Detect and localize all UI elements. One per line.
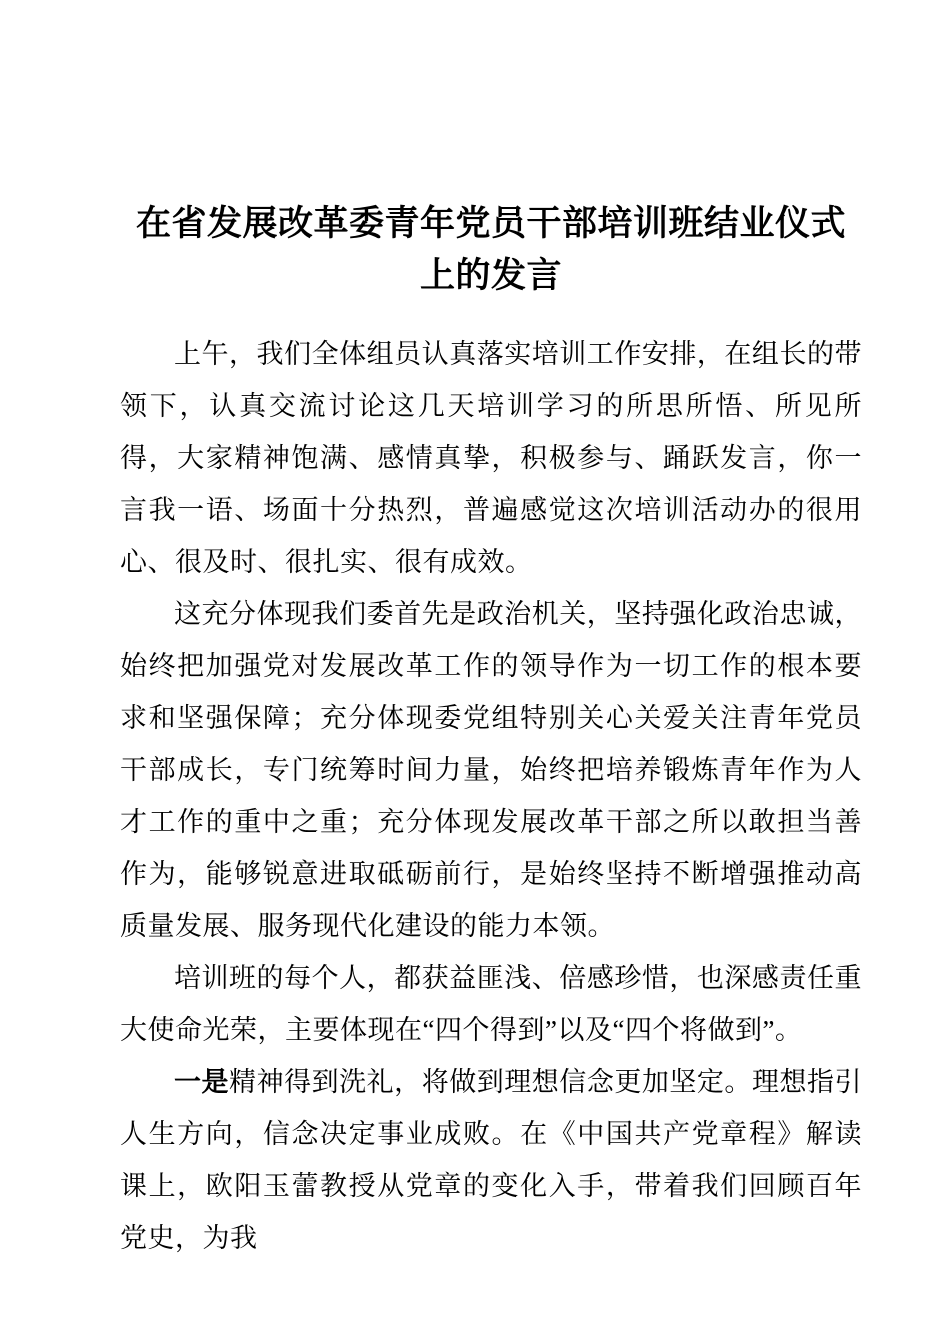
document-content	[120, 0, 862, 1264]
paragraph	[120, 328, 862, 588]
document-body	[120, 328, 862, 1264]
paragraph	[120, 952, 862, 1056]
paragraph	[120, 588, 862, 952]
paragraph-text: 精神得到洗礼，将做到理想信念更加坚定。理想指引人生方向，信念决定事业成败。在《中国共产党章程》解读课上，欧阳玉蕾教授从党章的变化入手，带着我们回顾百年党史，为我	[120, 1066, 863, 1253]
document-title: 在省发展改革委青年党员干部培训班结业仪式上的发言	[135, 204, 846, 295]
paragraph-text: 培训班的每个人，都获益匪浅、倍感珍惜，也深感责任重大使命光荣，主要体现在“四个得到”以及“四个将做到”。	[120, 962, 862, 1045]
paragraph	[120, 1056, 862, 1264]
paragraph-text: 上午，我们全体组员认真落实培训工作安排，在组长的带领下，认真交流讨论这几天培训学习的所思所悟、所见所得，大家精神饱满、感情真挚，积极参与、踊跃发言，你一言我一语、场面十分热烈，普遍感觉这次培训活动办的很用心、很及时、很扎实、很有成效。	[120, 338, 862, 577]
paragraph-bold-text: 一是	[174, 1066, 230, 1097]
paragraph-text: 这充分体现我们委首先是政治机关，坚持强化政治忠诚，始终把加强党对发展改革工作的领导作为一切工作的根本要求和坚强保障；充分体现委党组特别关心关爱关注青年党员干部成长，专门统筹时间力量，始终把培养锻炼青年作为人才工作的重中之重；充分体现发展改革干部之所以敢担当善作为，能够锐意进取砥砺前行，是始终坚持不断增强推动高质量发展、服务现代化建设的能力本领。	[120, 598, 862, 941]
